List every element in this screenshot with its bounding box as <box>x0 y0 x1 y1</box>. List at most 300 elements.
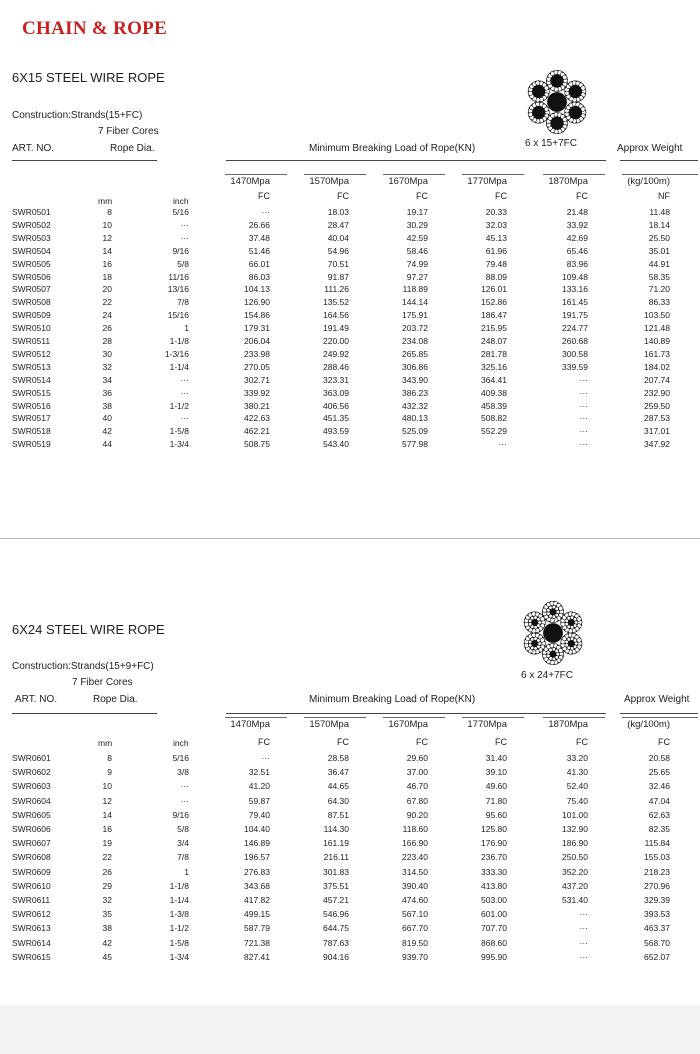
breaking-load-cell: 249.92 <box>323 348 349 359</box>
diameter-mm-cell: 44 <box>102 439 112 450</box>
breaking-load-cell: 67.80 <box>406 795 428 806</box>
grade-sub-header: FC <box>258 191 270 201</box>
diameter-mm-cell: 22 <box>102 852 112 863</box>
breaking-load-cell: 32.51 <box>248 767 270 778</box>
breaking-load-cell: 111.26 <box>324 284 349 295</box>
page-divider <box>0 538 700 539</box>
breaking-load-cell: 19.17 <box>406 207 428 217</box>
breaking-load-cell: 196.57 <box>244 852 270 863</box>
breaking-load-cell: 179.31 <box>244 323 270 334</box>
art-no-cell: SWR0514 <box>12 374 51 385</box>
breaking-load-cell: 114.30 <box>323 824 349 834</box>
diameter-inch-cell: 1-1/8 <box>169 880 189 891</box>
breaking-load-cell: 422.63 <box>244 413 270 424</box>
diameter-mm-cell: 26 <box>102 866 112 877</box>
art-no-cell: SWR0511 <box>12 336 51 346</box>
breaking-load-cell: 531.40 <box>562 895 588 905</box>
diameter-inch-cell: ··· <box>180 795 189 806</box>
header-min-breaking-load: Minimum Breaking Load of Rope(KN) <box>309 143 476 154</box>
diameter-mm-cell: 38 <box>102 400 112 411</box>
breaking-load-cell: ··· <box>579 387 588 398</box>
construction-note: Construction:Strands(15+9+FC) <box>12 661 154 672</box>
unit-inch: inch <box>173 738 189 748</box>
breaking-load-cell: 97.27 <box>406 271 428 282</box>
art-no-cell: SWR0615 <box>12 951 51 962</box>
breaking-load-cell: 281.78 <box>481 348 507 359</box>
breaking-load-cell: 41.20 <box>248 781 270 792</box>
breaking-load-cell: 30.29 <box>406 219 428 230</box>
diameter-mm-cell: 20 <box>102 284 112 295</box>
grade-sub-header: FC <box>495 191 507 201</box>
diameter-mm-cell: 29 <box>102 880 112 891</box>
breaking-load-cell: 28.58 <box>327 753 349 763</box>
section-title: 6X15 STEEL WIRE ROPE <box>12 70 165 85</box>
breaking-load-cell: ··· <box>261 753 270 763</box>
breaking-load-cell: 61.96 <box>485 245 507 256</box>
breaking-load-cell: 508.75 <box>244 439 270 450</box>
breaking-load-cell: 91.87 <box>327 271 349 282</box>
diameter-mm-cell: 22 <box>102 297 112 308</box>
breaking-load-cell: 458.39 <box>481 400 507 411</box>
art-no-cell: SWR0517 <box>12 413 51 424</box>
art-no-cell: SWR0503 <box>12 232 51 243</box>
weight-cell: 270.96 <box>644 880 670 891</box>
grade-rule <box>225 717 287 718</box>
bottom-margin <box>0 1005 700 1054</box>
breaking-load-cell: 493.59 <box>323 426 349 437</box>
breaking-load-cell: 577.98 <box>402 439 428 450</box>
art-no-cell: SWR0613 <box>12 923 51 934</box>
breaking-load-cell: 314.50 <box>402 866 428 877</box>
weight-cell: 18.14 <box>648 219 670 230</box>
grade-sub-header: FC <box>337 191 349 201</box>
diameter-inch-cell: 1-3/4 <box>169 951 189 962</box>
breaking-load-cell: 175.91 <box>402 310 428 321</box>
breaking-load-cell: 42.69 <box>566 232 588 243</box>
diameter-mm-cell: 12 <box>102 795 112 806</box>
grade-rule <box>304 717 366 718</box>
weight-rule <box>622 174 698 175</box>
header-rope-dia: Rope Dia. <box>93 694 138 705</box>
breaking-load-cell: 186.47 <box>481 310 507 321</box>
weight-cell: 232.90 <box>644 387 670 398</box>
diameter-inch-cell: 1-3/4 <box>169 439 189 450</box>
breaking-load-cell: 33.20 <box>566 753 588 763</box>
breaking-load-cell: 58.46 <box>406 245 428 256</box>
breaking-load-cell: 144.14 <box>402 297 428 308</box>
diameter-mm-cell: 16 <box>102 824 112 834</box>
weight-cell: 393.53 <box>644 909 670 920</box>
breaking-load-cell: 220.00 <box>323 336 349 346</box>
weight-cell: 32.46 <box>648 781 670 792</box>
diameter-inch-cell: 3/8 <box>177 767 189 778</box>
weight-cell: 82.35 <box>648 824 670 834</box>
diameter-inch-cell: 9/16 <box>172 809 189 820</box>
breaking-load-cell: 380.21 <box>244 400 270 411</box>
art-no-cell: SWR0612 <box>12 909 51 920</box>
weight-cell: 155.03 <box>644 852 670 863</box>
art-no-cell: SWR0601 <box>12 753 51 763</box>
art-no-cell: SWR0509 <box>12 310 51 321</box>
breaking-load-cell: ··· <box>579 909 588 920</box>
diameter-inch-cell: 11/16 <box>168 271 189 282</box>
breaking-load-cell: 413.80 <box>481 880 507 891</box>
art-no-cell: SWR0512 <box>12 348 51 359</box>
diameter-mm-cell: 36 <box>102 387 112 398</box>
grade-header: 1770Mpa <box>467 176 507 187</box>
diameter-inch-cell: 1 <box>184 866 189 877</box>
diagram-caption: 6 x 24+7FC <box>521 670 573 681</box>
breaking-load-cell: 432.32 <box>402 400 428 411</box>
diameter-inch-cell: 1-5/8 <box>169 937 189 948</box>
weight-cell: 25.65 <box>648 767 670 778</box>
weight-sub-header: FC <box>658 737 670 747</box>
breaking-load-cell: 250.50 <box>562 852 588 863</box>
breaking-load-cell: 20.33 <box>485 207 507 217</box>
breaking-load-cell: ··· <box>579 923 588 934</box>
breaking-load-cell: 587.79 <box>244 923 270 934</box>
weight-cell: 71.20 <box>648 284 670 295</box>
diameter-inch-cell: 1-5/8 <box>169 426 189 437</box>
construction-note: Construction:Strands(15+FC) <box>12 110 143 121</box>
breaking-load-cell: 707.70 <box>481 923 507 934</box>
breaking-load-cell: 32.03 <box>485 219 507 230</box>
art-no-cell: SWR0501 <box>12 207 51 217</box>
diameter-mm-cell: 16 <box>102 258 112 269</box>
breaking-load-cell: 437.20 <box>562 880 588 891</box>
art-no-cell: SWR0602 <box>12 767 51 778</box>
diameter-inch-cell: ··· <box>180 232 189 243</box>
breaking-load-cell: 276.83 <box>244 866 270 877</box>
breaking-load-cell: 406.56 <box>323 400 349 411</box>
breaking-load-cell: 339.59 <box>562 361 588 372</box>
breaking-load-cell: 451.35 <box>323 413 349 424</box>
header-rule <box>12 160 157 161</box>
weight-cell: 207.74 <box>644 374 670 385</box>
header-art-no: ART. NO. <box>12 143 55 154</box>
weight-unit-header: (kg/100m) <box>627 719 670 730</box>
breaking-load-cell: 109.48 <box>562 271 588 282</box>
breaking-load-cell: 995.90 <box>481 951 507 962</box>
art-no-cell: SWR0606 <box>12 824 51 834</box>
breaking-load-cell: 215.95 <box>481 323 507 334</box>
art-no-cell: SWR0508 <box>12 297 51 308</box>
breaking-load-cell: 135.52 <box>323 297 349 308</box>
breaking-load-cell: 390.40 <box>402 880 428 891</box>
breaking-load-cell: 152.86 <box>481 297 507 308</box>
weight-cell: 47.04 <box>648 795 670 806</box>
breaking-load-cell: 39.10 <box>485 767 507 778</box>
art-no-cell: SWR0506 <box>12 271 51 282</box>
breaking-load-cell: 417.82 <box>244 895 270 905</box>
breaking-load-cell: 457.21 <box>323 895 349 905</box>
breaking-load-cell: 601.00 <box>481 909 507 920</box>
breaking-load-cell: 45.13 <box>485 232 507 243</box>
art-no-cell: SWR0603 <box>12 781 51 792</box>
weight-cell: 287.53 <box>644 413 670 424</box>
header-min-breaking-load: Minimum Breaking Load of Rope(KN) <box>309 694 476 705</box>
breaking-load-cell: 567.10 <box>402 909 428 920</box>
grade-rule <box>383 174 445 175</box>
diameter-mm-cell: 42 <box>102 937 112 948</box>
breaking-load-cell: ··· <box>579 426 588 437</box>
header-rule <box>226 713 606 714</box>
weight-cell: 329.39 <box>644 895 670 905</box>
breaking-load-cell: 191.75 <box>562 310 588 321</box>
grade-header: 1670Mpa <box>388 176 428 187</box>
rope-cross-section-diagram <box>517 597 589 669</box>
grade-header: 1470Mpa <box>230 176 270 187</box>
grade-rule <box>383 717 445 718</box>
diameter-inch-cell: 1-1/4 <box>169 895 189 905</box>
breaking-load-cell: 29.60 <box>406 753 428 763</box>
breaking-load-cell: 868.60 <box>481 937 507 948</box>
breaking-load-cell: 79.48 <box>485 258 507 269</box>
weight-cell: 20.58 <box>648 753 670 763</box>
grade-header: 1570Mpa <box>309 719 349 730</box>
diameter-mm-cell: 24 <box>102 310 112 321</box>
breaking-load-cell: 236.70 <box>481 852 507 863</box>
weight-cell: 218.23 <box>644 866 670 877</box>
breaking-load-cell: 36.47 <box>327 767 349 778</box>
art-no-cell: SWR0608 <box>12 852 51 863</box>
breaking-load-cell: 154.86 <box>244 310 270 321</box>
breaking-load-cell: 146.89 <box>244 838 270 849</box>
breaking-load-cell: 90.20 <box>406 809 428 820</box>
weight-cell: 259.50 <box>644 400 670 411</box>
breaking-load-cell: 132.90 <box>562 824 588 834</box>
unit-mm: mm <box>98 196 113 206</box>
weight-cell: 86.33 <box>648 297 670 308</box>
art-no-cell: SWR0610 <box>12 880 51 891</box>
fiber-cores-note: 7 Fiber Cores <box>72 677 133 688</box>
diameter-inch-cell: 13/16 <box>167 284 189 295</box>
diameter-inch-cell: 15/16 <box>167 310 189 321</box>
diameter-inch-cell: 7/8 <box>177 852 189 863</box>
grade-rule <box>304 174 366 175</box>
header-approx-weight: Approx Weight <box>624 694 690 705</box>
art-no-cell: SWR0515 <box>12 387 51 398</box>
header-rule <box>620 160 698 161</box>
weight-cell: 347.92 <box>644 439 670 450</box>
diameter-mm-cell: 42 <box>102 426 112 437</box>
grade-header: 1770Mpa <box>467 719 507 730</box>
grade-header: 1870Mpa <box>548 719 588 730</box>
breaking-load-cell: 21.48 <box>566 207 588 217</box>
breaking-load-cell: 546.96 <box>323 909 349 920</box>
breaking-load-cell: 248.07 <box>481 336 507 346</box>
grade-rule <box>225 174 287 175</box>
art-no-cell: SWR0607 <box>12 838 51 849</box>
weight-cell: 140.89 <box>644 336 670 346</box>
breaking-load-cell: 206.04 <box>244 336 270 346</box>
breaking-load-cell: ··· <box>579 413 588 424</box>
header-rule <box>226 160 606 161</box>
breaking-load-cell: 101.00 <box>562 809 588 820</box>
breaking-load-cell: 474.60 <box>402 895 428 905</box>
diameter-mm-cell: 40 <box>102 413 112 424</box>
diameter-mm-cell: 32 <box>102 361 112 372</box>
breaking-load-cell: ··· <box>579 400 588 411</box>
weight-cell: 35.01 <box>648 245 670 256</box>
diameter-inch-cell: 3/4 <box>177 838 189 849</box>
diameter-mm-cell: 35 <box>102 909 112 920</box>
breaking-load-cell: 203.72 <box>402 323 428 334</box>
grade-rule <box>543 717 605 718</box>
art-no-cell: SWR0516 <box>12 400 51 411</box>
unit-inch: inch <box>173 196 189 206</box>
weight-cell: 161.73 <box>644 348 670 359</box>
breaking-load-cell: ··· <box>498 439 507 450</box>
diameter-mm-cell: 12 <box>102 232 112 243</box>
breaking-load-cell: 339.92 <box>244 387 270 398</box>
breaking-load-cell: 480.13 <box>402 413 428 424</box>
diameter-inch-cell: ··· <box>180 374 189 385</box>
breaking-load-cell: 118.60 <box>402 824 428 834</box>
breaking-load-cell: 233.98 <box>244 348 270 359</box>
diameter-inch-cell: 5/8 <box>177 824 189 834</box>
breaking-load-cell: 409.38 <box>481 387 507 398</box>
breaking-load-cell: 323.31 <box>323 374 349 385</box>
breaking-load-cell: 74.99 <box>406 258 428 269</box>
breaking-load-cell: 300.58 <box>562 348 588 359</box>
breaking-load-cell: ··· <box>579 374 588 385</box>
breaking-load-cell: 118.89 <box>402 284 428 295</box>
diameter-mm-cell: 9 <box>107 767 112 778</box>
weight-unit-header: (kg/100m) <box>627 176 670 187</box>
breaking-load-cell: 939.70 <box>402 951 428 962</box>
breaking-load-cell: 125.80 <box>481 824 507 834</box>
art-no-cell: SWR0604 <box>12 795 51 806</box>
breaking-load-cell: 325.16 <box>481 361 507 372</box>
weight-cell: 62.63 <box>648 809 670 820</box>
breaking-load-cell: ··· <box>579 937 588 948</box>
breaking-load-cell: 667.70 <box>402 923 428 934</box>
breaking-load-cell: 28.47 <box>327 219 349 230</box>
breaking-load-cell: 543.40 <box>323 439 349 450</box>
breaking-load-cell: 224.77 <box>562 323 588 334</box>
header-art-no: ART. NO. <box>15 694 58 705</box>
art-no-cell: SWR0519 <box>12 439 51 450</box>
breaking-load-cell: 86.03 <box>248 271 270 282</box>
diameter-inch-cell: 1-1/4 <box>169 361 189 372</box>
grade-header: 1470Mpa <box>230 719 270 730</box>
breaking-load-cell: 234.08 <box>402 336 428 346</box>
diameter-inch-cell: 1-3/16 <box>164 348 189 359</box>
breaking-load-cell: 49.60 <box>485 781 507 792</box>
unit-mm: mm <box>98 738 113 748</box>
breaking-load-cell: 88.09 <box>485 271 507 282</box>
breaking-load-cell: 66.01 <box>248 258 270 269</box>
breaking-load-cell: 499.15 <box>244 909 270 920</box>
breaking-load-cell: 301.83 <box>323 866 349 877</box>
breaking-load-cell: 37.48 <box>248 232 270 243</box>
breaking-load-cell: 721.38 <box>244 937 270 948</box>
weight-cell: 317.01 <box>644 426 670 437</box>
breaking-load-cell: 18.03 <box>327 207 349 217</box>
breaking-load-cell: 164.56 <box>323 310 349 321</box>
weight-cell: 103.50 <box>644 310 670 321</box>
diameter-inch-cell: 1-1/2 <box>169 400 189 411</box>
breaking-load-cell: 75.40 <box>566 795 588 806</box>
breaking-load-cell: 462.21 <box>244 426 270 437</box>
header-rule <box>620 713 698 714</box>
breaking-load-cell: 133.16 <box>562 284 588 295</box>
breaking-load-cell: 364.41 <box>481 374 507 385</box>
weight-cell: 58.35 <box>648 271 670 282</box>
breaking-load-cell: 40.04 <box>327 232 349 243</box>
breaking-load-cell: 54.96 <box>327 245 349 256</box>
breaking-load-cell: 333.30 <box>481 866 507 877</box>
breaking-load-cell: 26.66 <box>248 219 270 230</box>
diameter-mm-cell: 32 <box>102 895 112 905</box>
weight-cell: 463.37 <box>644 923 670 934</box>
diameter-mm-cell: 34 <box>102 374 112 385</box>
diagram-caption: 6 x 15+7FC <box>525 138 577 149</box>
art-no-cell: SWR0505 <box>12 258 51 269</box>
art-no-cell: SWR0518 <box>12 426 51 437</box>
breaking-load-cell: 166.90 <box>402 838 428 849</box>
breaking-load-cell: 37.00 <box>406 767 428 778</box>
breaking-load-cell: 819.50 <box>402 937 428 948</box>
breaking-load-cell: 503.00 <box>481 895 507 905</box>
breaking-load-cell: 904.16 <box>323 951 349 962</box>
breaking-load-cell: 644.75 <box>323 923 349 934</box>
breaking-load-cell: 176.90 <box>481 838 507 849</box>
grade-header: 1870Mpa <box>548 176 588 187</box>
breaking-load-cell: ··· <box>579 951 588 962</box>
diameter-mm-cell: 18 <box>102 271 112 282</box>
weight-cell: 652.07 <box>644 951 670 962</box>
diameter-mm-cell: 10 <box>102 781 112 792</box>
breaking-load-cell: ··· <box>579 439 588 450</box>
breaking-load-cell: 71.80 <box>485 795 507 806</box>
breaking-load-cell: ··· <box>261 207 270 217</box>
breaking-load-cell: 46.70 <box>406 781 428 792</box>
breaking-load-cell: 161.19 <box>323 838 349 849</box>
diameter-inch-cell: 1-1/2 <box>169 923 189 934</box>
diameter-inch-cell: 5/8 <box>177 258 189 269</box>
diameter-inch-cell: ··· <box>180 387 189 398</box>
weight-cell: 121.48 <box>644 323 670 334</box>
diameter-mm-cell: 8 <box>107 207 112 217</box>
grade-sub-header: FC <box>258 737 270 747</box>
breaking-load-cell: 343.68 <box>244 880 270 891</box>
breaking-load-cell: 161.45 <box>562 297 588 308</box>
diameter-inch-cell: 1 <box>184 323 189 334</box>
grade-sub-header: FC <box>576 737 588 747</box>
breaking-load-cell: 65.46 <box>566 245 588 256</box>
grade-sub-header: FC <box>495 737 507 747</box>
breaking-load-cell: 42.59 <box>406 232 428 243</box>
breaking-load-cell: 375.51 <box>323 880 349 891</box>
breaking-load-cell: 126.90 <box>244 297 270 308</box>
breaking-load-cell: 83.96 <box>566 258 588 269</box>
diameter-inch-cell: 5/16 <box>172 207 189 217</box>
diameter-inch-cell: ··· <box>180 781 189 792</box>
weight-cell: 25.50 <box>648 232 670 243</box>
grade-rule <box>462 717 524 718</box>
breaking-load-cell: 386.23 <box>402 387 428 398</box>
breaking-load-cell: 352.20 <box>562 866 588 877</box>
breaking-load-cell: 223.40 <box>402 852 428 863</box>
diameter-inch-cell: 9/16 <box>172 245 189 256</box>
diameter-mm-cell: 45 <box>102 951 112 962</box>
art-no-cell: SWR0609 <box>12 866 51 877</box>
breaking-load-cell: 33.92 <box>566 219 588 230</box>
breaking-load-cell: 270.05 <box>244 361 270 372</box>
diameter-mm-cell: 26 <box>102 323 112 334</box>
